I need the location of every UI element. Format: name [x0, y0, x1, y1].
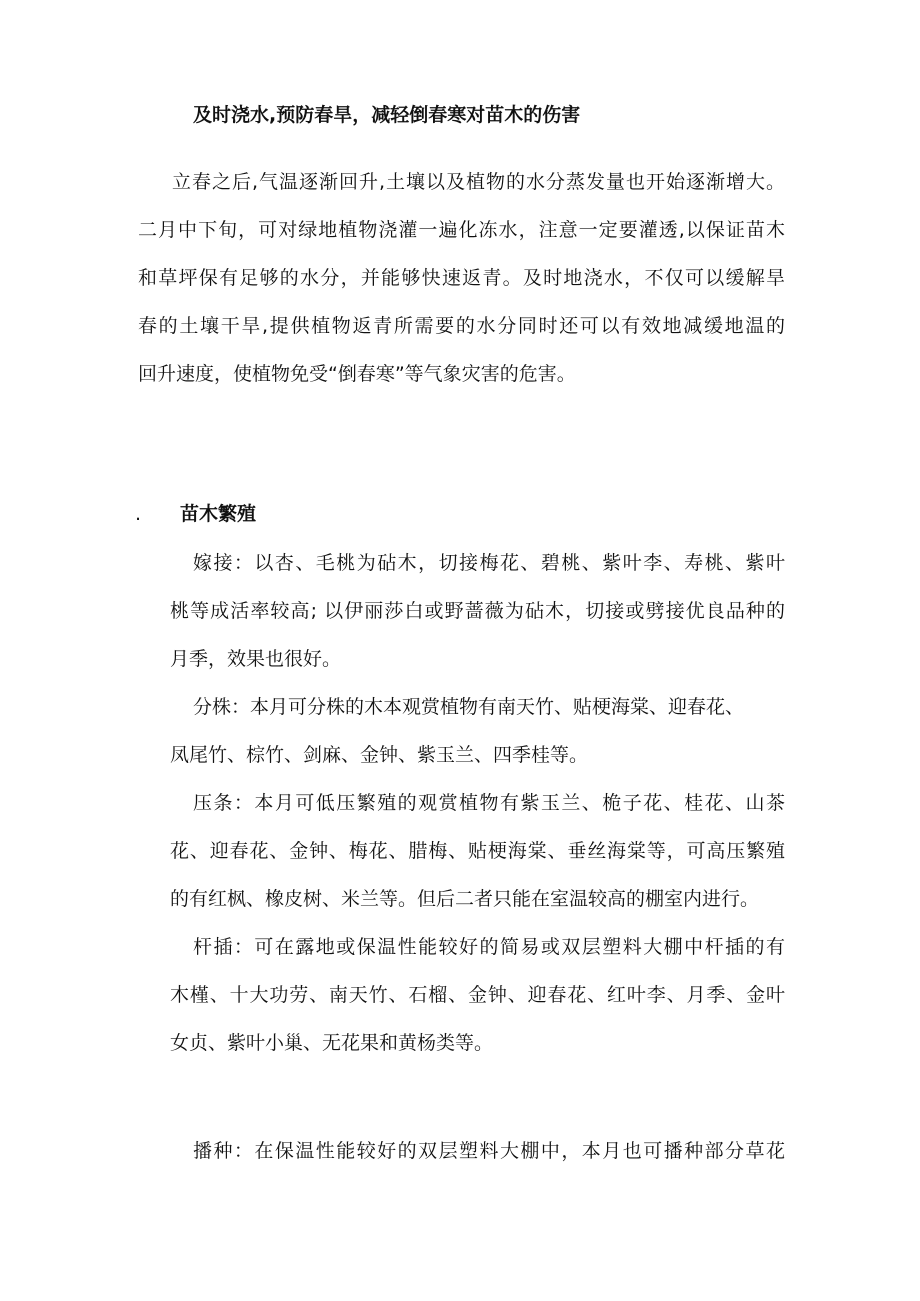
paragraph-line: 分株：本月可分株的木本观赏植物有南天竹、贴梗海棠、迎春花、: [193, 696, 745, 718]
paragraph-line: 桃等成活率较高; 以伊丽莎白或野蔷薇为砧木，切接或劈接优良品种的: [170, 600, 785, 622]
paragraph-line: 回升速度，使植物免受“倒春寒”等气象灾害的危害。: [138, 363, 576, 385]
paragraph-line: 花、迎春花、金钟、梅花、腊梅、贴梗海棠、垂丝海棠等，可高压繁殖: [170, 840, 785, 862]
paragraph-line: 嫁接：以杏、毛桃为砧木，切接梅花、碧桃、紫叶李、寿桃、紫叶: [193, 552, 785, 574]
paragraph-line: 压条：本月可低压繁殖的观赏植物有紫玉兰、桅子花、桂花、山茶: [193, 792, 785, 814]
paragraph-line: 杆插：可在露地或保温性能较好的简易或双层塑料大棚中杆插的有: [193, 936, 785, 958]
sowing-paragraph: [170, 1127, 785, 1175]
intro-paragraph: [138, 158, 785, 398]
cutting-paragraph: [170, 923, 785, 1067]
paragraph-line: 的有红枫、橡皮树、米兰等。但后二者只能在室温较高的棚室内进行。: [170, 888, 760, 910]
paragraph-line: 春的土壤干旱,提供植物返青所需要的水分同时还可以有效地减缓地温的: [138, 315, 785, 337]
section-bullet: .: [135, 503, 142, 525]
division-paragraph: [170, 683, 785, 779]
grafting-paragraph: [170, 539, 785, 683]
section-heading: [0, 490, 920, 538]
paragraph-line: 播种：在保温性能较好的双层塑料大棚中，本月也可播种部分草花: [193, 1140, 785, 1162]
section-title: 苗木繁殖: [180, 503, 257, 525]
paragraph-line: 凤尾竹、棕竹、剑麻、金钟、紫玉兰、四季桂等。: [170, 744, 589, 766]
paragraph-line: 和草坪保有足够的水分，并能够快速返青。及时地浇水，不仅可以缓解旱: [138, 267, 785, 289]
paragraph-line: 月季，效果也很好。: [170, 648, 342, 670]
page-title: 及时浇水,预防春旱，减轻倒春寒对苗木的伤害: [193, 104, 581, 126]
paragraph-line: 女贞、紫叶小巢、无花果和黄杨类等。: [170, 1032, 494, 1054]
paragraph-line: 立春之后,气温逐渐回升,土壤以及植物的水分蒸发量也开始逐渐增大。: [172, 171, 785, 193]
paragraph-line: 木槿、十大功劳、南天竹、石榴、金钟、迎春花、红叶李、月季、金叶: [170, 984, 785, 1006]
layering-paragraph: [170, 779, 785, 923]
propagation-body: [170, 539, 785, 1067]
paragraph-line: 二月中下旬，可对绿地植物浇灌一遍化冻水，注意一定要灌透,以保证苗木: [138, 219, 785, 241]
